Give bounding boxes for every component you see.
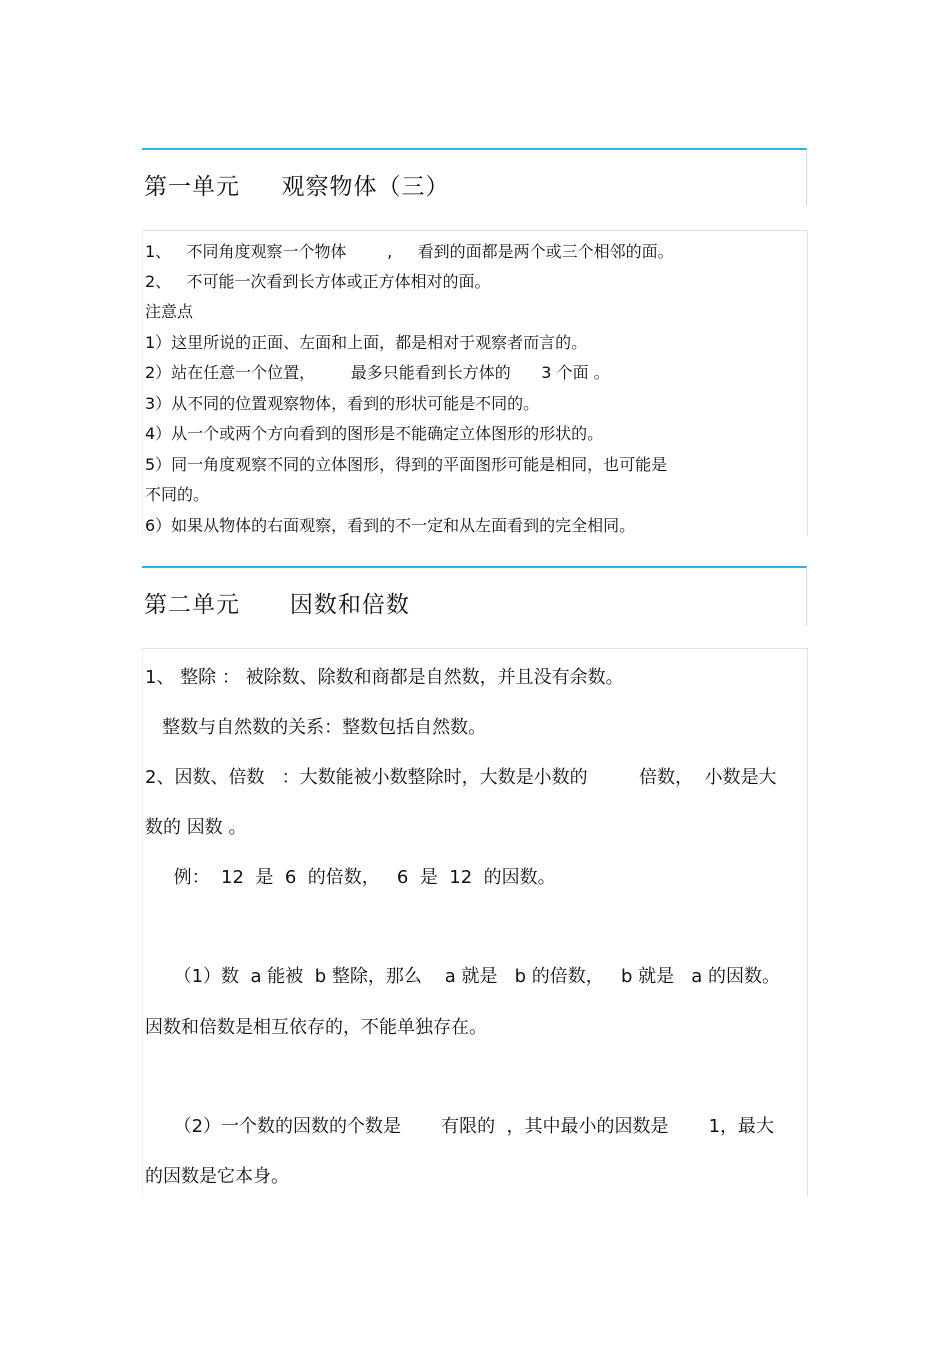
unit2-content [142,648,808,1197]
unit2-line: 数的 因数 。 [145,817,247,838]
unit1-header [142,148,807,206]
unit2-title: 第二单元 因数和倍数 [144,592,410,618]
unit1-line: 3）从不同的位置观察物体，看到的形状可能是不同的。 [145,394,540,413]
unit1-title: 第一单元 观察物体（三） [144,174,450,200]
unit2-line: 例： 12 是 6 的倍数， 6 是 12 的因数。 [145,867,556,888]
unit1-line: 2）站在任意一个位置， 最多只能看到长方体的 3 个面 。 [145,363,610,382]
unit2-line: 整数与自然数的关系：整数包括自然数。 [145,717,487,738]
unit1-line: 4）从一个或两个方向看到的图形是不能确定立体图形的形状的。 [145,424,604,443]
unit1-content [142,230,808,536]
unit2-header [142,566,807,626]
unit2-line: 因数和倍数是相互依存的，不能单独存在。 [145,1017,487,1038]
unit2-line: 1、 整除 ： 被除数、除数和商都是自然数，并且没有余数。 [145,667,624,688]
unit1-line: 1）这里所说的正面、左面和上面，都是相对于观察者而言的。 [145,333,588,352]
unit1-line: 1、 不同角度观察一个物体 , 看到的面都是两个或三个相邻的面。 [145,242,674,261]
unit1-line: 2、 不可能一次看到长方体或正方体相对的面。 [145,272,491,291]
unit1-line: 注意点 [145,302,194,321]
unit2-line: （2）一个数的因数的个数是 有限的 ，其中最小的因数是 1，最大 [145,1116,775,1137]
unit2-line: （1）数 a 能被 b 整除，那么 a 就是 b 的倍数， b 就是 a 的因数。 [145,966,781,987]
unit1-line: 6）如果从物体的右面观察，看到的不一定和从左面看到的完全相同。 [145,516,636,535]
unit1-line: 不同的。 [145,485,210,504]
unit2-line: 的因数是它本身。 [145,1166,289,1187]
unit2-line: 2、因数、倍数 ：大数能被小数整除时，大数是小数的 倍数， 小数是大 [145,767,777,788]
unit1-line: 5）同一角度观察不同的立体图形，得到的平面图形可能是相同，也可能是 [145,455,668,474]
